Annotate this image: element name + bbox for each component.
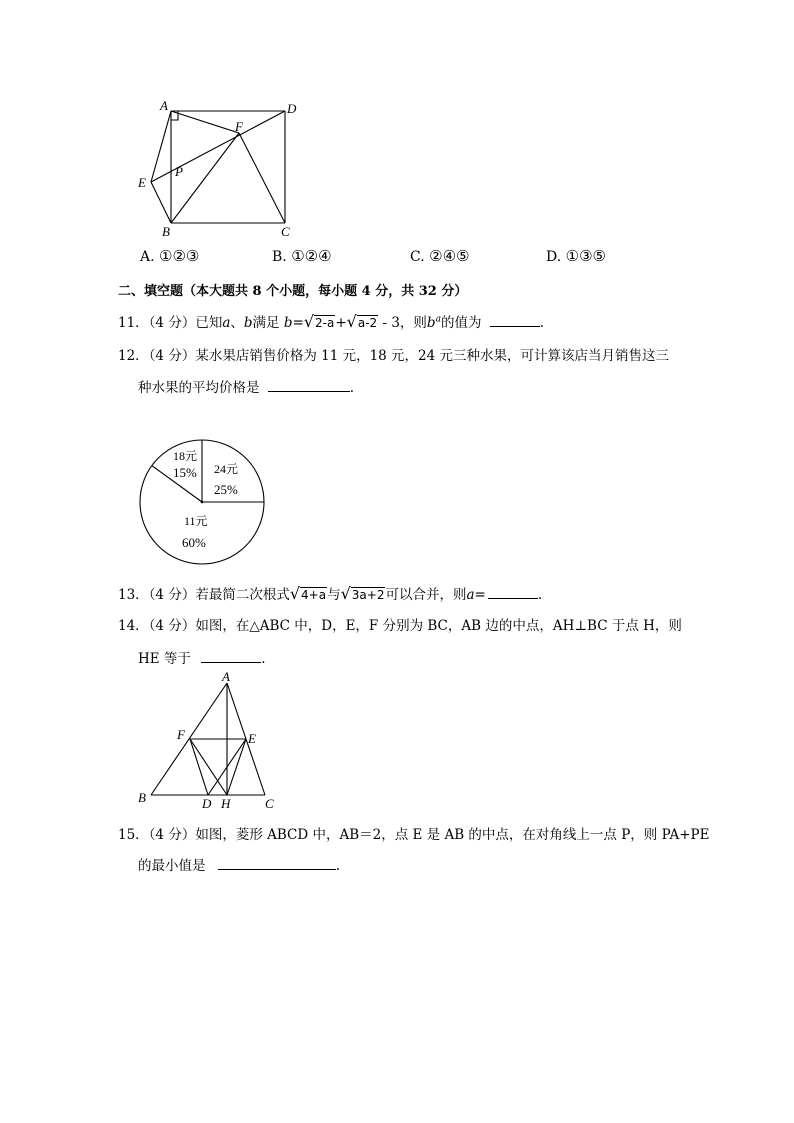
q15-text-2: 的最小值是 (138, 858, 206, 874)
q15-score: （4 分） (148, 827, 196, 843)
segment-AF (171, 111, 239, 133)
segment-EB (151, 182, 171, 223)
label-E: E (138, 175, 146, 190)
label-H: H (221, 796, 231, 811)
q11-var-a: a (222, 315, 231, 331)
q11-eq-sign: = (292, 315, 304, 331)
label-B: B (162, 224, 170, 239)
q11-text: 已知 (195, 315, 223, 331)
q13-radical-2: √3a+2 (340, 584, 385, 603)
option-c-letter: C. (410, 249, 425, 265)
q11-eq-lhs: b (283, 315, 293, 331)
label-F: F (235, 119, 243, 134)
option-d (546, 247, 606, 265)
q15-end: . (335, 858, 341, 874)
q11-text-b: 满足 (252, 315, 280, 331)
q14-number: 14． (118, 618, 149, 634)
option-a (140, 247, 199, 265)
q11-answer-blank[interactable] (490, 314, 540, 327)
slice-18-percent: 15% (173, 465, 197, 480)
geometry-figure-square (130, 96, 305, 241)
q12-score: （4 分） (148, 348, 196, 364)
q13-text: 若最简二次根式 (195, 587, 290, 603)
segment-HE (227, 739, 246, 795)
q14-text: 如图，在△ABC 中，D，E，F 分别为 BC，AB 边的中点，AH⊥BC 于点 H，则 (195, 618, 682, 634)
q12-text-2: 种水果的平均价格是 (138, 380, 260, 396)
option-c (410, 247, 469, 265)
question-12-line2 (138, 376, 354, 396)
label-C: C (265, 796, 274, 811)
q12-answer-blank[interactable] (268, 379, 350, 392)
q13-mid: 与 (327, 587, 341, 603)
question-14-line1 (118, 614, 682, 634)
q13-number: 13． (118, 587, 149, 603)
q11-radical-1: √2-a (303, 312, 335, 331)
option-c-choice: ②④⑤ (429, 247, 470, 265)
q11-pow-exp: a (435, 314, 441, 325)
label-D: D (202, 796, 212, 811)
segment-FD (190, 739, 208, 795)
label-B: B (138, 790, 146, 805)
option-a-letter: A. (140, 249, 155, 265)
slice-11-percent: 60% (182, 535, 206, 550)
question-15-line1 (118, 823, 709, 843)
q13-end: . (537, 587, 543, 603)
option-d-choice: ①③⑤ (565, 247, 606, 265)
q14-text-2: HE 等于 (138, 651, 191, 667)
pie-center (201, 501, 204, 504)
q11-text-c: 的值为 (440, 315, 482, 331)
q13-var: a (466, 587, 475, 603)
option-b-letter: B. (272, 249, 287, 265)
q12-end: . (349, 380, 355, 396)
pie-chart (136, 436, 268, 568)
q11-var-b: b (243, 315, 253, 331)
q14-score: （4 分） (148, 618, 196, 634)
label-P: P (175, 164, 183, 179)
question-14-line2 (138, 647, 266, 667)
question-12-line1 (118, 344, 669, 364)
q11-tail: - 3，则 (378, 315, 427, 331)
slice-18-label: 18元 (173, 449, 198, 463)
q12-number: 12． (118, 348, 149, 364)
question-13 (118, 583, 542, 603)
option-a-choice: ①②③ (159, 247, 200, 265)
segment-AE (151, 111, 171, 182)
question-11 (118, 311, 544, 331)
q14-answer-blank[interactable] (201, 650, 261, 663)
section-heading: 二、填空题（本大题共 8 个小题，每小题 4 分，共 32 分） (118, 284, 468, 299)
q13-answer-blank[interactable] (488, 586, 538, 599)
segment-FC (239, 133, 285, 223)
slice-24-percent: 25% (214, 482, 238, 497)
option-b (272, 247, 332, 265)
option-d-letter: D. (546, 249, 562, 265)
q11-radical-2: √a-2 (346, 312, 378, 331)
label-C: C (281, 224, 290, 239)
q14-end: . (261, 651, 266, 667)
option-b-choice: ①②④ (291, 247, 332, 265)
q15-number: 15． (118, 827, 149, 843)
q15-answer-blank[interactable] (218, 857, 336, 870)
slice-24-label: 24元 (214, 462, 239, 476)
question-15-line2 (138, 854, 340, 874)
label-D: D (287, 101, 297, 116)
q13-score: （4 分） (148, 587, 196, 603)
q13-eq: = (474, 587, 486, 603)
segment-FH (190, 739, 227, 795)
q11-number: 11． (118, 315, 149, 331)
label-A: A (222, 669, 230, 684)
q11-sep: 、 (230, 315, 244, 331)
q12-text: 某水果店销售价格为 11 元，18 元，24 元三种水果，可计算该店当月销售这三 (195, 348, 670, 364)
q11-plus: + (335, 315, 347, 331)
label-F: F (177, 727, 185, 742)
geometry-figure-triangle (134, 668, 284, 812)
slice-11-label: 11元 (184, 514, 208, 528)
q13-radical-1: √4+a (289, 584, 327, 603)
q11-end: . (539, 315, 545, 331)
q13-text-b: 可以合并，则 (385, 587, 467, 603)
q11-pow-base: b (426, 315, 436, 331)
label-E: E (248, 731, 256, 746)
q15-text: 如图，菱形 ABCD 中，AB＝2，点 E 是 AB 的中点，在对角线上一点 P，则 PA+PE (195, 827, 710, 843)
label-A: A (160, 98, 168, 113)
q11-score: （4 分） (148, 315, 196, 331)
